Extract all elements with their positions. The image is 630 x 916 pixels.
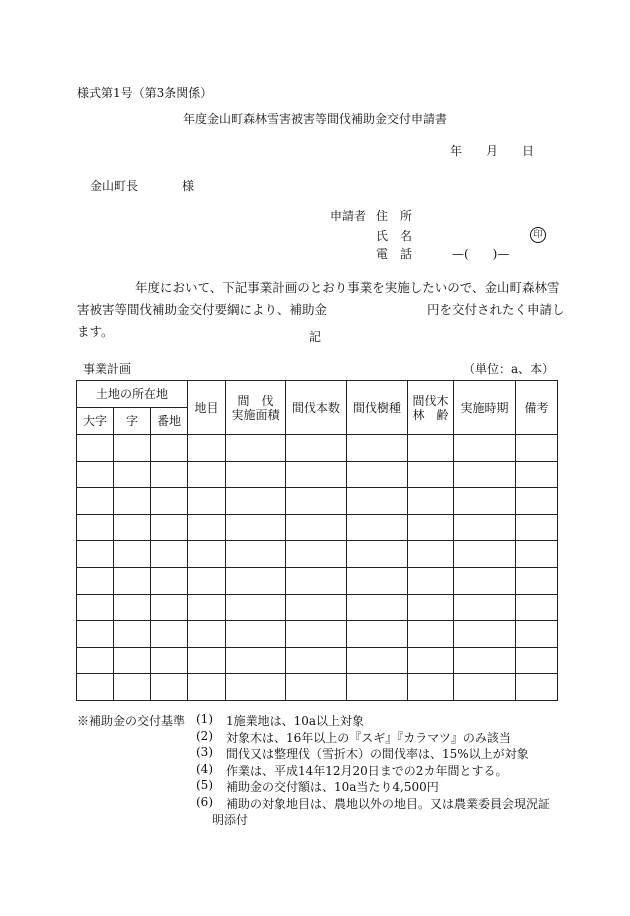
table-cell[interactable] — [114, 621, 151, 648]
note-text: 補助金の交付額は、10a当たり4,500円 — [226, 780, 439, 794]
col-header-count: 間伐本数 — [286, 381, 347, 435]
table-cell[interactable] — [347, 461, 408, 488]
table-cell[interactable] — [516, 621, 558, 648]
table-cell[interactable] — [286, 674, 347, 701]
note-text: 1施業地は、10a以上対象 — [226, 714, 365, 728]
table-cell[interactable] — [151, 647, 188, 674]
table-cell[interactable] — [226, 541, 286, 568]
location-group-header: 土地の所在地 — [77, 381, 188, 408]
table-cell[interactable] — [188, 435, 226, 462]
unit-label: （単位：a、本） — [463, 362, 555, 376]
table-cell[interactable] — [286, 647, 347, 674]
table-cell[interactable] — [151, 567, 188, 594]
table-row — [77, 514, 558, 541]
note-number: (2) — [196, 728, 213, 743]
date-day: 日 — [522, 144, 535, 158]
table-cell[interactable] — [151, 621, 188, 648]
notes-label: ※補助金の交付基準 — [77, 714, 186, 728]
table-cell[interactable] — [151, 541, 188, 568]
note-text: 作業は、平成14年12月20日までの2カ年間とする。 — [226, 763, 508, 778]
table-cell[interactable] — [226, 674, 286, 701]
table-cell[interactable] — [151, 514, 188, 541]
table-cell[interactable] — [114, 541, 151, 568]
table-cell[interactable] — [347, 647, 408, 674]
table-cell[interactable] — [151, 594, 188, 621]
col-header-species: 間伐樹種 — [347, 381, 408, 435]
table-row — [77, 488, 558, 515]
table-cell[interactable] — [454, 567, 516, 594]
table-cell[interactable] — [516, 488, 558, 515]
table-cell[interactable] — [454, 647, 516, 674]
table-cell[interactable] — [286, 567, 347, 594]
note-number: (5) — [196, 778, 213, 792]
table-cell[interactable] — [516, 514, 558, 541]
table-row — [77, 435, 558, 462]
table-cell[interactable] — [347, 514, 408, 541]
table-cell[interactable] — [286, 435, 347, 462]
table-cell[interactable] — [454, 435, 516, 462]
note-number: (4) — [196, 761, 213, 776]
table-cell[interactable] — [408, 647, 454, 674]
table-cell[interactable] — [151, 488, 188, 515]
table-cell[interactable] — [226, 435, 286, 462]
addressee-honorific: 様 — [182, 179, 195, 193]
table-cell[interactable] — [114, 514, 151, 541]
plan-label: 事業計画 — [83, 362, 132, 376]
table-cell[interactable] — [454, 674, 516, 701]
table-cell[interactable] — [516, 461, 558, 488]
table-row — [77, 621, 558, 648]
table-cell[interactable] — [516, 647, 558, 674]
table-cell[interactable] — [188, 514, 226, 541]
note-number: (6) — [196, 794, 213, 809]
table-cell[interactable] — [286, 488, 347, 515]
table-row — [77, 647, 558, 674]
table-cell[interactable] — [188, 567, 226, 594]
document-title: 年度金山町森林雪害被害等間伐補助金交付申請書 — [182, 112, 447, 126]
table-cell[interactable] — [188, 541, 226, 568]
table-cell[interactable] — [347, 621, 408, 648]
col-header-banchi: 番地 — [151, 408, 188, 435]
address-label: 住 所 — [376, 209, 413, 223]
table-cell[interactable] — [408, 461, 454, 488]
table-cell[interactable] — [77, 594, 114, 621]
table-cell[interactable] — [188, 461, 226, 488]
table-cell[interactable] — [408, 674, 454, 701]
table-row — [77, 674, 558, 701]
table-cell[interactable] — [226, 514, 286, 541]
application-statement: 年度において、下記事業計画のとおり事業を実施したいので、金山町森林雪害被害等間伐補助金交付要綱により、補助金 円を交付されたく申請します。 — [77, 280, 565, 339]
table-cell[interactable] — [77, 435, 114, 462]
table-cell[interactable] — [114, 594, 151, 621]
note-number: (3) — [196, 745, 213, 759]
table-cell[interactable] — [226, 594, 286, 621]
note-text: 間伐又は整理伐（雪折木）の間伐率は、15%以上が対象 — [226, 747, 529, 761]
table-cell[interactable] — [286, 514, 347, 541]
note-text: 補助の対象地目は、農地以外の地目。又は農業委員会現況証 — [226, 796, 551, 811]
table-cell[interactable] — [347, 594, 408, 621]
table-cell[interactable] — [286, 541, 347, 568]
plan-table — [76, 380, 558, 701]
table-cell[interactable] — [516, 435, 558, 462]
table-cell[interactable] — [77, 674, 114, 701]
note-text: 明添付 — [212, 813, 249, 827]
note-number: (1) — [196, 712, 213, 726]
col-header-chimoku: 地目 — [188, 381, 226, 435]
table-cell[interactable] — [226, 488, 286, 515]
date-year: 年 — [450, 144, 463, 158]
table-cell[interactable] — [408, 567, 454, 594]
table-cell[interactable] — [77, 461, 114, 488]
table-row — [77, 567, 558, 594]
table-cell[interactable] — [77, 541, 114, 568]
table-cell[interactable] — [408, 621, 454, 648]
table-cell[interactable] — [286, 594, 347, 621]
table-cell[interactable] — [114, 435, 151, 462]
name-label: 氏 名 — [376, 229, 413, 243]
table-cell[interactable] — [408, 541, 454, 568]
table-cell[interactable] — [226, 461, 286, 488]
table-cell[interactable] — [188, 594, 226, 621]
table-cell[interactable] — [347, 435, 408, 462]
col-header-aza: 字 — [114, 408, 151, 435]
table-cell[interactable] — [516, 594, 558, 621]
table-cell[interactable] — [408, 514, 454, 541]
table-cell[interactable] — [408, 594, 454, 621]
table-cell[interactable] — [454, 594, 516, 621]
table-cell[interactable] — [454, 488, 516, 515]
table-cell[interactable] — [77, 567, 114, 594]
table-row — [77, 541, 558, 568]
table-cell[interactable] — [114, 461, 151, 488]
table-cell[interactable] — [77, 647, 114, 674]
table-cell[interactable] — [77, 621, 114, 648]
note-text: 対象木は、16年以上の『スギ』『カラマツ』のみ該当 — [226, 730, 511, 745]
table-cell[interactable] — [188, 621, 226, 648]
table-cell[interactable] — [286, 621, 347, 648]
table-cell[interactable] — [454, 621, 516, 648]
table-cell[interactable] — [516, 567, 558, 594]
table-row — [77, 461, 558, 488]
table-cell[interactable] — [151, 435, 188, 462]
table-cell[interactable] — [226, 647, 286, 674]
table-row — [77, 594, 558, 621]
phone-format: —( )— — [452, 247, 510, 261]
table-cell[interactable] — [114, 567, 151, 594]
table-cell[interactable] — [454, 541, 516, 568]
form-number: 様式第1号（第3条関係） — [77, 86, 213, 100]
table-cell[interactable] — [151, 674, 188, 701]
table-cell[interactable] — [347, 488, 408, 515]
col-header-area: 間 伐 実施面積 — [226, 381, 286, 435]
table-cell[interactable] — [516, 541, 558, 568]
table-cell[interactable] — [114, 488, 151, 515]
table-cell[interactable] — [77, 488, 114, 515]
col-header-remarks: 備考 — [516, 381, 558, 435]
table-cell[interactable] — [347, 567, 408, 594]
addressee-name: 金山町長 — [90, 179, 139, 193]
table-cell[interactable] — [114, 674, 151, 701]
table-cell[interactable] — [114, 647, 151, 674]
phone-label: 電 話 — [376, 247, 413, 261]
table-cell[interactable] — [454, 514, 516, 541]
table-cell[interactable] — [188, 674, 226, 701]
table-cell[interactable] — [226, 567, 286, 594]
col-header-oaza: 大字 — [77, 408, 114, 435]
table-cell[interactable] — [408, 435, 454, 462]
table-cell[interactable] — [516, 674, 558, 701]
table-cell[interactable] — [347, 541, 408, 568]
table-cell[interactable] — [347, 674, 408, 701]
applicant-label: 申請者 — [330, 209, 367, 223]
table-cell[interactable] — [408, 488, 454, 515]
table-cell[interactable] — [151, 461, 188, 488]
date-month: 月 — [486, 144, 499, 158]
table-cell[interactable] — [286, 461, 347, 488]
seal-mark: 印 — [530, 227, 546, 243]
table-cell[interactable] — [188, 647, 226, 674]
table-cell[interactable] — [226, 621, 286, 648]
col-header-age: 間伐木 林 齢 — [408, 381, 454, 435]
heading-ki: 記 — [308, 330, 321, 344]
col-header-period: 実施時期 — [454, 381, 516, 435]
table-cell[interactable] — [77, 514, 114, 541]
table-cell[interactable] — [188, 488, 226, 515]
table-cell[interactable] — [454, 461, 516, 488]
